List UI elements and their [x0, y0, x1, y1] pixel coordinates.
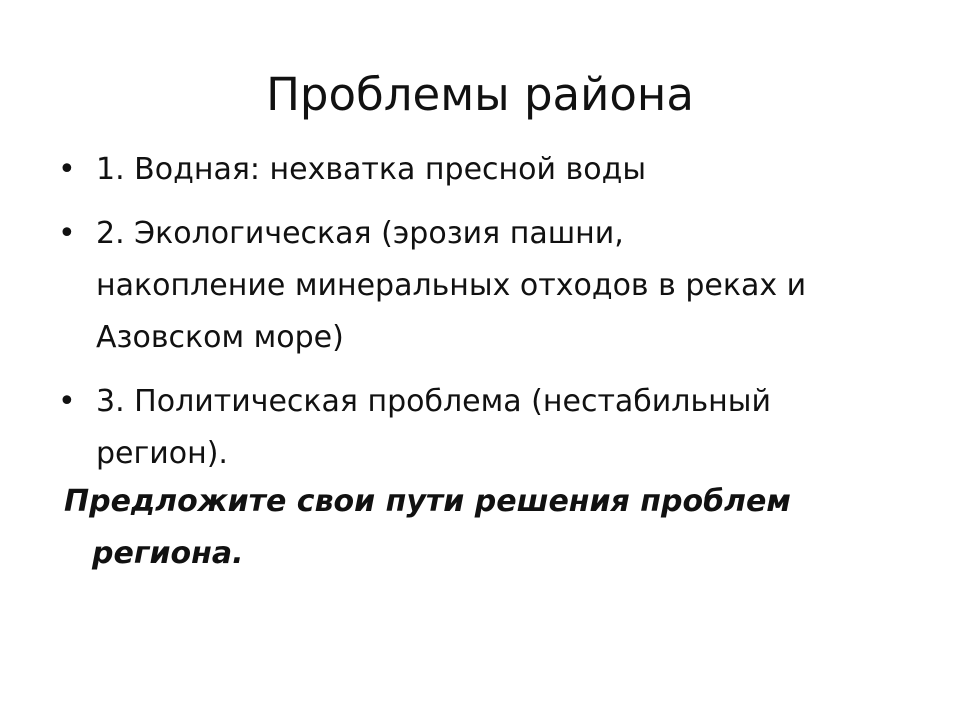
bullet-text-line: 2. Экологическая (эрозия пашни,	[96, 216, 624, 251]
bullet-item-politics	[56, 376, 916, 480]
slide-title: Проблемы района	[266, 68, 694, 121]
bullet-icon: •	[58, 152, 76, 187]
discussion-prompt-line-2: региона.	[92, 536, 244, 571]
bullet-item-ecology	[56, 208, 916, 364]
discussion-prompt	[64, 476, 894, 580]
bullet-icon: •	[58, 384, 76, 419]
bullet-icon: •	[58, 216, 76, 251]
bullet-text-line: накопление минеральных отходов в реках и	[96, 268, 807, 303]
bullet-text-line: 1. Водная: нехватка пресной воды	[96, 152, 647, 187]
bullet-text-line: регион).	[96, 436, 228, 471]
bullet-item-water	[56, 144, 916, 196]
bullet-text-line: Азовском море)	[96, 320, 344, 355]
bullet-text-line: 3. Политическая проблема (нестабильный	[96, 384, 771, 419]
discussion-prompt-line-1: Предложите свои пути решения проблем	[64, 484, 791, 519]
bullet-list	[56, 144, 916, 492]
